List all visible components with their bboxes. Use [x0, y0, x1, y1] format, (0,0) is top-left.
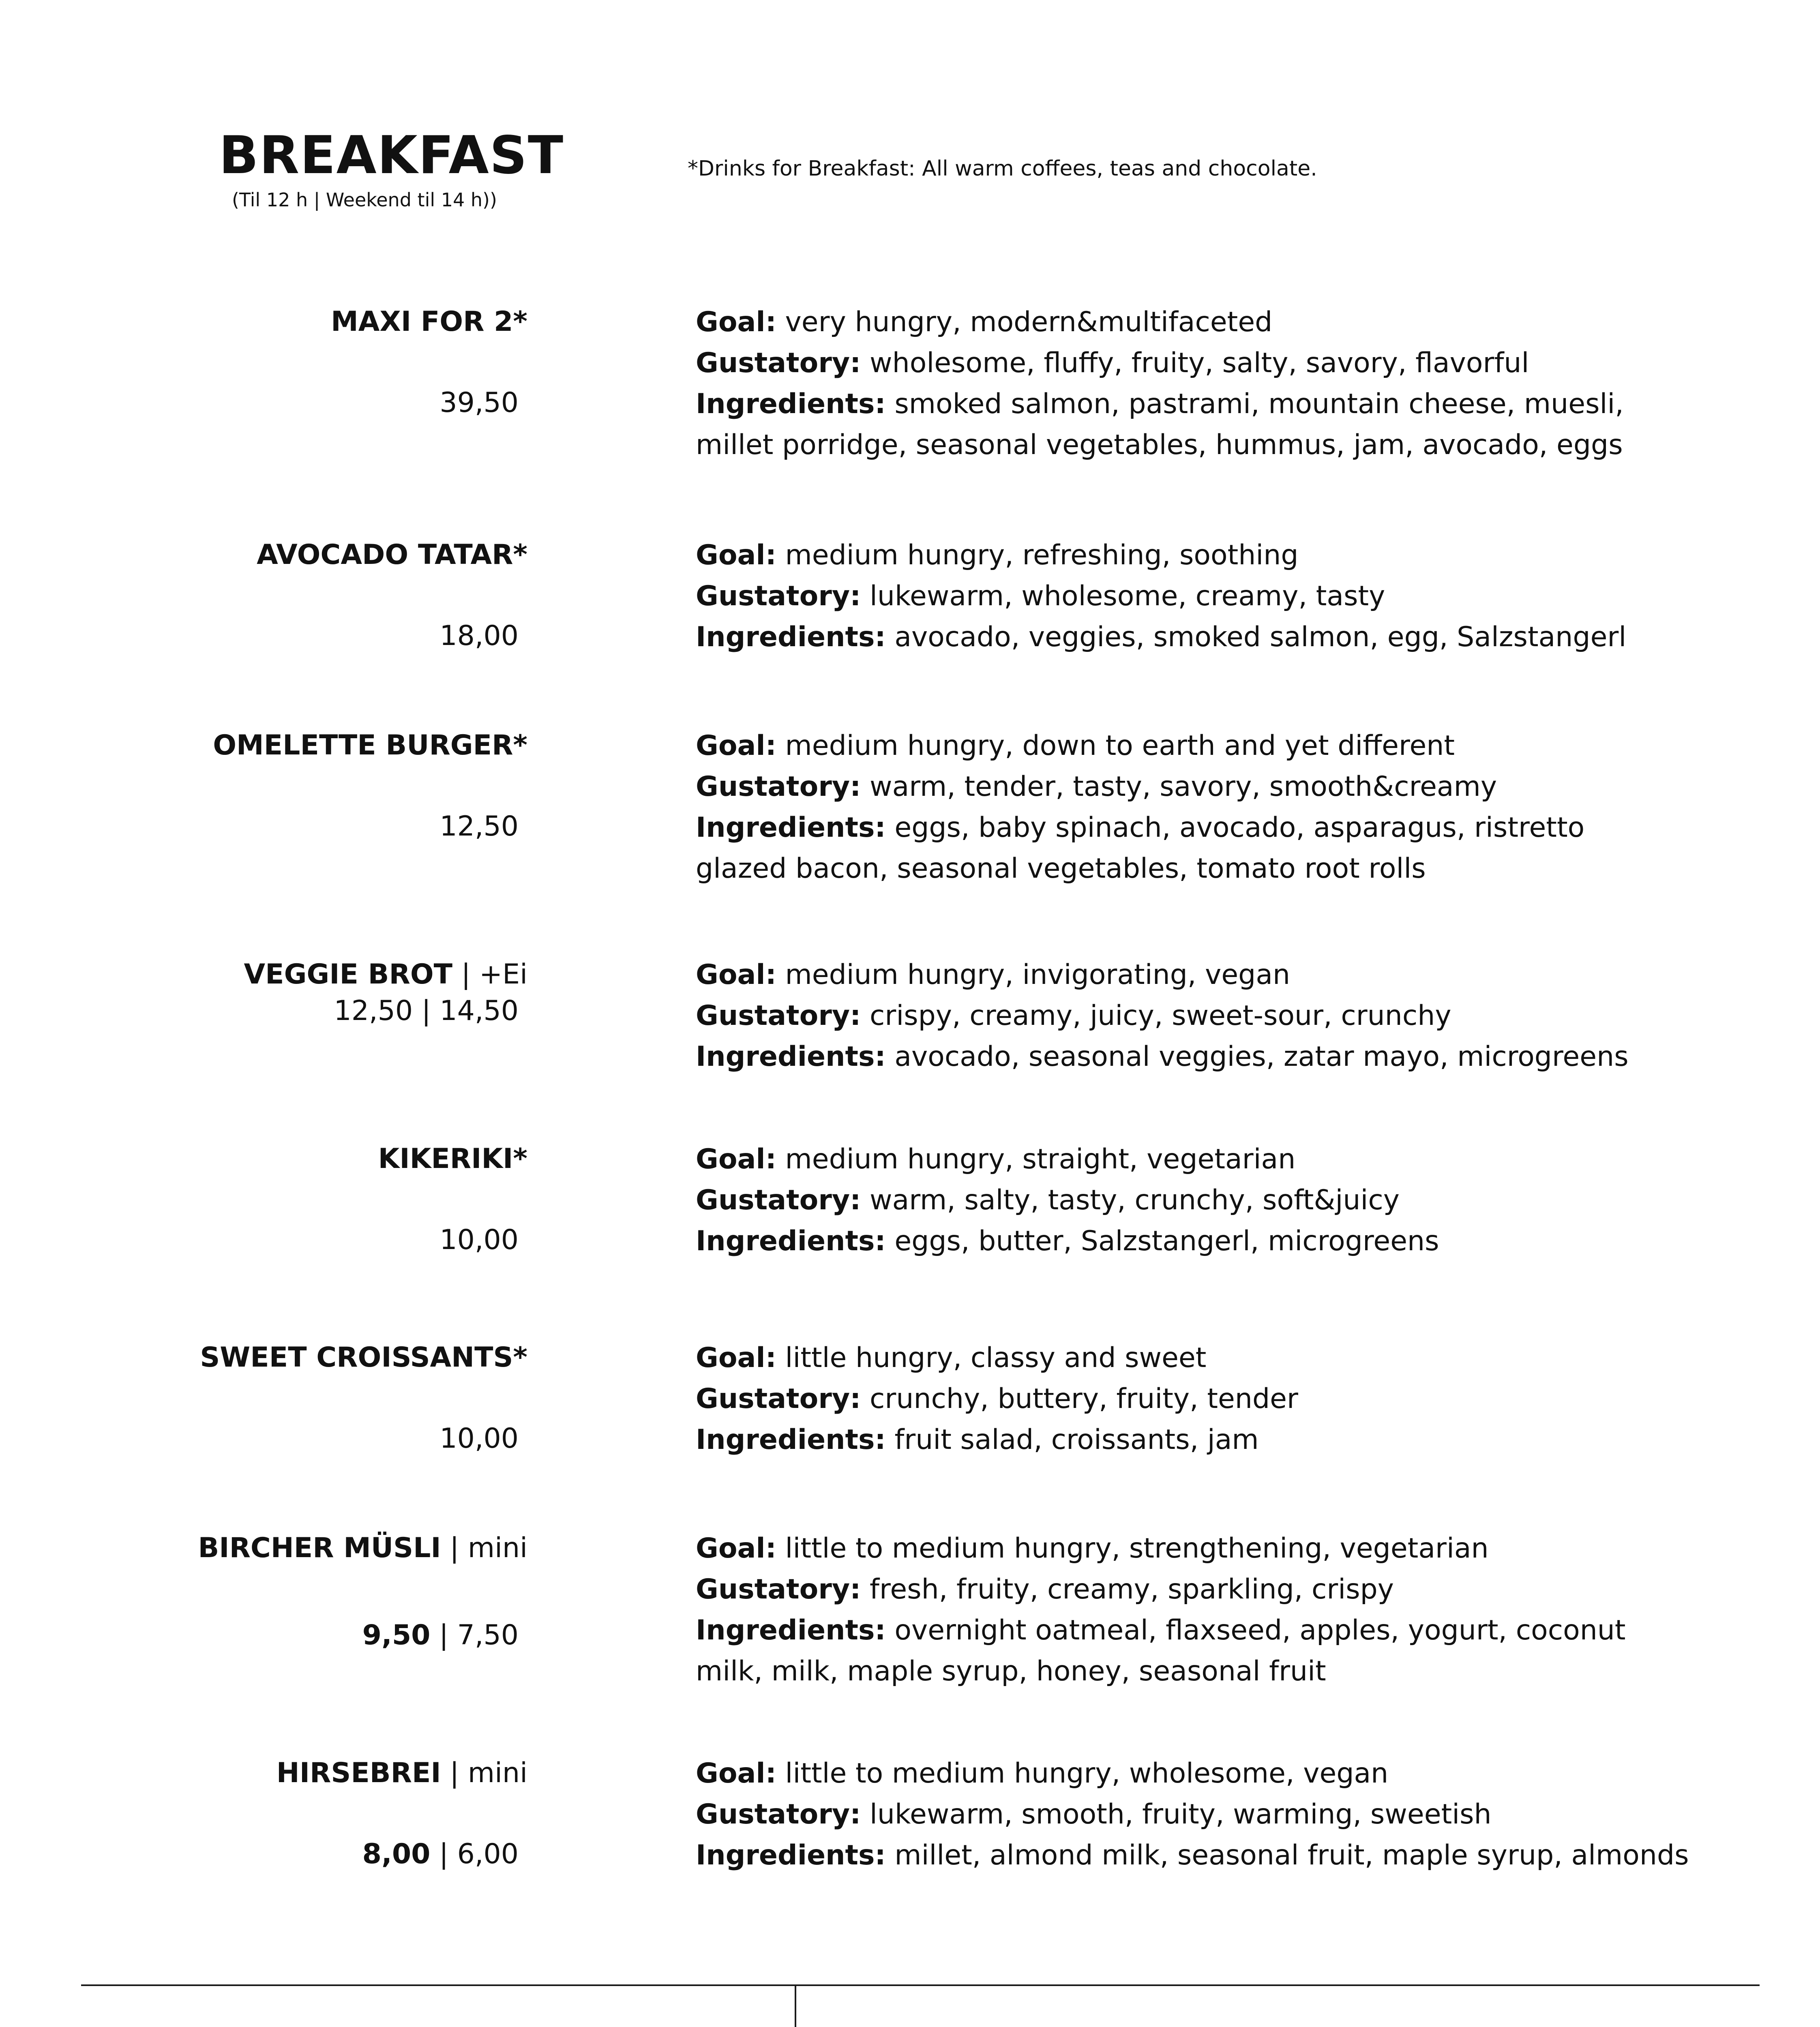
- menu-item-goal: [696, 725, 1584, 766]
- goal-label: Goal:: [696, 730, 776, 762]
- goal-label: Goal:: [696, 539, 776, 571]
- goal-text: medium hungry, invigorating, vegan: [785, 959, 1291, 991]
- menu-item-gustatory: [696, 576, 1626, 617]
- ingredients-label: Ingredients:: [696, 1225, 886, 1257]
- menu-item-heading: [331, 308, 527, 417]
- goal-text: little to medium hungry, strengthening, vegetarian: [785, 1532, 1489, 1564]
- menu-item-ingredients-cont: millet porridge, seasonal vegetables, hummus, jam, avocado, eggs: [696, 429, 1623, 461]
- menu-item-gustatory: [696, 1378, 1298, 1419]
- menu-item-price-line: [378, 1226, 527, 1254]
- gustatory-text: lukewarm, smooth, fruity, warming, sweetish: [870, 1798, 1492, 1830]
- menu-item-name-line: [257, 541, 527, 569]
- gustatory-text: fresh, fruity, creamy, sparkling, crispy: [870, 1573, 1394, 1605]
- goal-text: medium hungry, down to earth and yet different: [785, 730, 1455, 762]
- menu-item-heading: [200, 1341, 527, 1455]
- ingredients-label: Ingredients:: [696, 621, 886, 653]
- menu-item-ingredients: [696, 1835, 1689, 1876]
- menu-item-ingredients: [696, 1610, 1626, 1651]
- menu-item-gustatory: [696, 766, 1584, 807]
- gustatory-label: Gustatory:: [696, 1184, 861, 1216]
- menu-item-price-line: [277, 1838, 527, 1870]
- menu-item-price-line: [213, 810, 527, 842]
- menu-item-price: 10,00: [439, 1224, 519, 1256]
- menu-item-ingredients: [696, 1036, 1629, 1077]
- menu-item-price: | 6,00: [430, 1838, 519, 1870]
- menu-item-goal: [696, 1337, 1298, 1378]
- menu-item-name-suffix: | mini: [441, 1757, 527, 1789]
- menu-item-name: MAXI FOR 2*: [331, 306, 527, 338]
- menu-item-heading: [213, 729, 527, 842]
- gustatory-label: Gustatory:: [696, 1000, 861, 1032]
- menu-item-price: 12,50 | 14,50: [334, 995, 519, 1027]
- menu-item-details: [696, 725, 1584, 889]
- menu-item-gustatory: [696, 1569, 1626, 1610]
- menu-item-goal: [696, 1528, 1626, 1569]
- gustatory-label: Gustatory:: [696, 771, 861, 803]
- menu-item-name-line: [277, 1759, 527, 1787]
- menu-item-ingredients: [696, 807, 1584, 848]
- menu-item-price: 12,50: [439, 810, 519, 842]
- breakfast-hours: (Til 12 h | Weekend til 14 h)): [232, 189, 497, 211]
- goal-text: medium hungry, refreshing, soothing: [785, 539, 1299, 571]
- goal-label: Goal:: [696, 1342, 776, 1374]
- menu-item-goal: [696, 954, 1629, 995]
- goal-text: little to medium hungry, wholesome, vegan: [785, 1757, 1389, 1789]
- menu-item-heading: [198, 1534, 527, 1649]
- menu-item-goal: [696, 1753, 1689, 1794]
- menu-item-details: [696, 1753, 1689, 1876]
- menu-item-gustatory: [696, 995, 1629, 1036]
- menu-item-name-line: [213, 729, 527, 761]
- ingredients-label: Ingredients:: [696, 1614, 886, 1646]
- menu-item-details: [696, 302, 1624, 465]
- menu-item-goal: [696, 302, 1624, 343]
- menu-item-price-line: [200, 1425, 527, 1453]
- goal-label: Goal:: [696, 1532, 776, 1564]
- ingredients-label: Ingredients:: [696, 812, 886, 844]
- menu-item-heading: [277, 1759, 527, 1868]
- menu-item-name: VEGGIE BROT: [244, 958, 453, 990]
- ingredients-text: eggs, butter, Salzstangerl, microgreens: [894, 1225, 1439, 1257]
- ingredients-text: overnight oatmeal, flaxseed, apples, yogurt, coconut: [894, 1614, 1626, 1646]
- gustatory-text: warm, salty, tasty, crunchy, soft&juicy: [870, 1184, 1400, 1216]
- menu-item-name-line: [244, 958, 528, 990]
- menu-item-name: HIRSEBREI: [276, 1757, 441, 1789]
- menu-item-name-suffix: | mini: [441, 1532, 527, 1564]
- menu-item-name-line: [200, 1341, 527, 1373]
- ingredients-text: millet, almond milk, seasonal fruit, maple syrup, almonds: [894, 1839, 1689, 1871]
- menu-item-price: 18,00: [439, 620, 519, 652]
- menu-item-price-line: [244, 997, 528, 1025]
- menu-item-details: [696, 535, 1626, 658]
- menu-item-price: 39,50: [439, 387, 519, 419]
- menu-item-ingredients-cont: milk, milk, maple syrup, honey, seasonal fruit: [696, 1655, 1326, 1687]
- footer-top-divider: [81, 1984, 1760, 1986]
- menu-item-name: AVOCADO TATAR*: [257, 539, 527, 571]
- ingredients-text: avocado, veggies, smoked salmon, egg, Salzstangerl: [894, 621, 1627, 653]
- menu-item-details: [696, 1528, 1626, 1692]
- menu-item-ingredients: [696, 384, 1624, 424]
- ingredients-text: avocado, seasonal veggies, zatar mayo, microgreens: [894, 1041, 1629, 1073]
- menu-item-ingredients: [696, 617, 1626, 658]
- gustatory-text: wholesome, fluffy, fruity, salty, savory, flavorful: [870, 347, 1529, 379]
- menu-item-name-suffix: | +Ei: [452, 958, 527, 990]
- gustatory-label: Gustatory:: [696, 580, 861, 612]
- breakfast-title: BREAKFAST: [219, 125, 564, 186]
- menu-item-name: OMELETTE BURGER*: [213, 729, 527, 761]
- menu-item-price-main: 9,50: [362, 1619, 431, 1651]
- menu-item-price: | 7,50: [430, 1619, 519, 1651]
- menu-item-name-line: [378, 1145, 527, 1173]
- gustatory-text: warm, tender, tasty, savory, smooth&creamy: [870, 771, 1497, 803]
- gustatory-label: Gustatory:: [696, 1573, 861, 1605]
- gustatory-text: lukewarm, wholesome, creamy, tasty: [870, 580, 1385, 612]
- goal-text: little hungry, classy and sweet: [785, 1342, 1207, 1374]
- gustatory-label: Gustatory:: [696, 1798, 861, 1830]
- goal-label: Goal:: [696, 306, 776, 338]
- menu-item-ingredients: [696, 1221, 1439, 1262]
- menu-item-goal: [696, 1139, 1439, 1180]
- ingredients-text: fruit salad, croissants, jam: [894, 1424, 1259, 1456]
- menu-item-gustatory: [696, 1180, 1439, 1221]
- goal-label: Goal:: [696, 1143, 776, 1175]
- ingredients-label: Ingredients:: [696, 1424, 886, 1456]
- goal-text: medium hungry, straight, vegetarian: [785, 1143, 1296, 1175]
- menu-item-price-line: [198, 1619, 527, 1651]
- gustatory-text: crunchy, buttery, fruity, tender: [870, 1383, 1298, 1415]
- menu-item-price-line: [331, 389, 527, 417]
- ingredients-label: Ingredients:: [696, 1839, 886, 1871]
- menu-item-heading: [257, 541, 527, 650]
- menu-item-price: 10,00: [439, 1423, 519, 1455]
- goal-text: very hungry, modern&multifaceted: [785, 306, 1273, 338]
- menu-item-price-line: [257, 622, 527, 650]
- menu-item-name: KIKERIKI*: [378, 1143, 527, 1175]
- ingredients-label: Ingredients:: [696, 1041, 886, 1073]
- menu-item-details: [696, 1139, 1439, 1262]
- goal-label: Goal:: [696, 1757, 776, 1789]
- menu-item-price-main: 8,00: [362, 1838, 431, 1870]
- menu-item-gustatory: [696, 1794, 1689, 1835]
- menu-item-heading: [378, 1145, 527, 1254]
- menu-item-details: [696, 1337, 1298, 1460]
- menu-item-name-line: [331, 308, 527, 336]
- menu-item-heading: [244, 958, 528, 1027]
- menu-item-gustatory: [696, 343, 1624, 384]
- menu-item-name-line: [198, 1534, 527, 1562]
- goal-label: Goal:: [696, 959, 776, 991]
- menu-item-ingredients: [696, 1419, 1298, 1460]
- footer-center-divider: [795, 1985, 796, 2027]
- menu-item-ingredients-cont: glazed bacon, seasonal vegetables, tomato root rolls: [696, 853, 1426, 885]
- ingredients-label: Ingredients:: [696, 388, 886, 420]
- menu-item-goal: [696, 535, 1626, 576]
- breakfast-drinks-note: *Drinks for Breakfast: All warm coffees, teas and chocolate.: [688, 156, 1317, 181]
- menu-item-name: SWEET CROISSANTS*: [200, 1341, 527, 1373]
- menu-item-name: BIRCHER MÜSLI: [198, 1532, 441, 1564]
- gustatory-label: Gustatory:: [696, 1383, 861, 1415]
- menu-item-details: [696, 954, 1629, 1077]
- gustatory-text: crispy, creamy, juicy, sweet-sour, crunchy: [870, 1000, 1451, 1032]
- ingredients-text: eggs, baby spinach, avocado, asparagus, ristretto: [894, 812, 1585, 844]
- ingredients-text: smoked salmon, pastrami, mountain cheese, muesli,: [894, 388, 1624, 420]
- gustatory-label: Gustatory:: [696, 347, 861, 379]
